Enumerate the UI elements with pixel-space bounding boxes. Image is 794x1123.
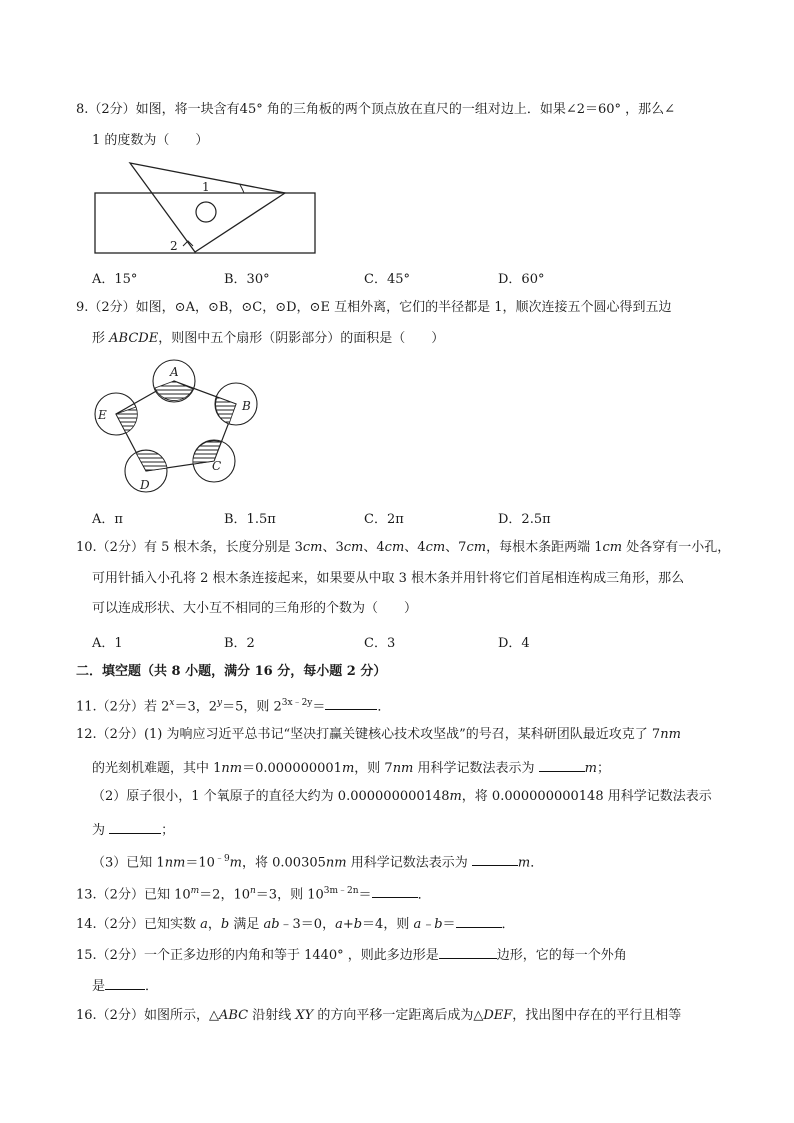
q10-option-d[interactable]: D．4: [498, 636, 530, 651]
q15-2-answer-blank[interactable]: [105, 975, 145, 990]
q8-figure: [92, 158, 332, 258]
q15-line1: 15.（2分）一个正多边形的内角和等于 1440° ，则此多边形是 边形，它的每一个外角: [76, 944, 627, 965]
angle-2-label: 2: [170, 239, 178, 253]
q12-line2: 的光刻机难题，其中 1nm＝0.000000001m，则 7nm 用科学记数法表示为 m；: [92, 757, 610, 778]
q12-1-answer-blank[interactable]: [539, 757, 585, 772]
q9-option-d[interactable]: D．2.5π: [498, 512, 551, 527]
q8-option-b[interactable]: B．30°: [224, 272, 270, 287]
label-a: A: [170, 365, 179, 379]
q12-2-answer-blank[interactable]: [109, 819, 161, 834]
q9-line2: 形 ABCDE，则图中五个扇形（阴影部分）的面积是（ ）: [92, 331, 445, 346]
label-d: D: [140, 478, 150, 492]
q12-line5: （3）已知 $1nm=10^{﹣9}m$，将 0.00305nm 用科学记数法表示为 m．: [92, 850, 543, 872]
sector-d: [136, 450, 167, 471]
q11-answer-blank[interactable]: [325, 695, 377, 710]
q13-answer-blank[interactable]: [372, 883, 418, 898]
q10-line1: 10.（2分）有 5 根木条，长度分别是 3cm、3cm、4cm、4cm、7cm，每根木条距两端 1cm 处各穿有一小孔，: [76, 540, 731, 555]
set-square: [130, 163, 285, 252]
label-c: C: [212, 459, 222, 473]
q12-line4: 为 ；: [92, 819, 174, 840]
q8-option-d[interactable]: D．60°: [498, 272, 545, 287]
q9-option-b[interactable]: B．1.5π: [224, 512, 276, 527]
q10-option-b[interactable]: B．2: [224, 636, 255, 651]
q10-option-a[interactable]: A．1: [92, 636, 123, 651]
angle-1-label: 1: [202, 180, 210, 194]
q10-line3: 可以连成形状、大小互不相同的三角形的个数为（ ）: [92, 601, 418, 616]
q9-option-a[interactable]: A．π: [92, 512, 123, 527]
set-square-hole: [196, 202, 216, 222]
q15-line2: 是 ．: [92, 975, 158, 996]
q13-line: 13.（2分）已知 $10^m=2$，$10^n=3$，则 $10^{3m﹣2n}=$ ．: [76, 882, 431, 904]
q11-line: 11.（2分）若 $2^x=3$，$2^y=5$，则 $2^{3x﹣2y}=$ ．: [76, 694, 390, 716]
q10-option-c[interactable]: C．3: [364, 636, 396, 651]
q12-line3: （2）原子很小，1 个氧原子的直径大约为 0.000000000148m，将 0.000000000148 用科学记数法表示: [92, 789, 712, 804]
q8-option-c[interactable]: C．45°: [364, 272, 410, 287]
q12-3-answer-blank[interactable]: [472, 851, 518, 866]
q16-line1: 16.（2分）如图所示，△ABC 沿射线 XY 的方向平移一定距离后成为△DEF，找出图中存在的平行且相等: [76, 1008, 682, 1023]
section2-heading: 二．填空题（共 8 小题，满分 16 分，每小题 2 分）: [76, 664, 387, 679]
q9-line1: 9.（2分）如图，⊙A，⊙B，⊙C，⊙D，⊙E 互相外离，它们的半径都是 1，顺次连接五个圆心得到五边: [76, 300, 672, 315]
q14-answer-blank[interactable]: [456, 913, 502, 928]
label-e: E: [98, 408, 107, 422]
q10-options: [92, 632, 652, 650]
q8-options: [92, 268, 652, 286]
q8-option-a[interactable]: A．15°: [92, 272, 138, 287]
q9-options: [92, 508, 652, 526]
q10-line2: 可用针插入小孔将 2 根木条连接起来，如果要从中取 3 根木条并用针将它们首尾相连构成三角形，那么: [92, 571, 685, 586]
q12-line1: 12.（2分）(1) 为响应习近平总书记“坚决打赢关键核心技术攻坚战”的号召，某科研团队最近攻克了 7nm: [76, 727, 681, 742]
q8-line2: 1 的度数为（ ）: [92, 133, 209, 148]
sector-b: [216, 397, 236, 424]
sector-e: [116, 407, 137, 433]
angle-1-arc: [240, 185, 244, 193]
q15-1-answer-blank[interactable]: [439, 944, 497, 959]
q9-figure: [86, 356, 276, 496]
label-b: B: [242, 399, 251, 413]
q14-line: 14.（2分）已知实数 a，b 满足 ab﹣3＝0，a+b＝4，则 a﹣b＝ ．: [76, 913, 515, 934]
q8-line1: 8.（2分）如图，将一块含有45° 角的三角板的两个顶点放在直尺的一组对边上．如果∠2＝60° ，那么∠: [76, 102, 676, 117]
q9-option-c[interactable]: C．2π: [364, 512, 404, 527]
